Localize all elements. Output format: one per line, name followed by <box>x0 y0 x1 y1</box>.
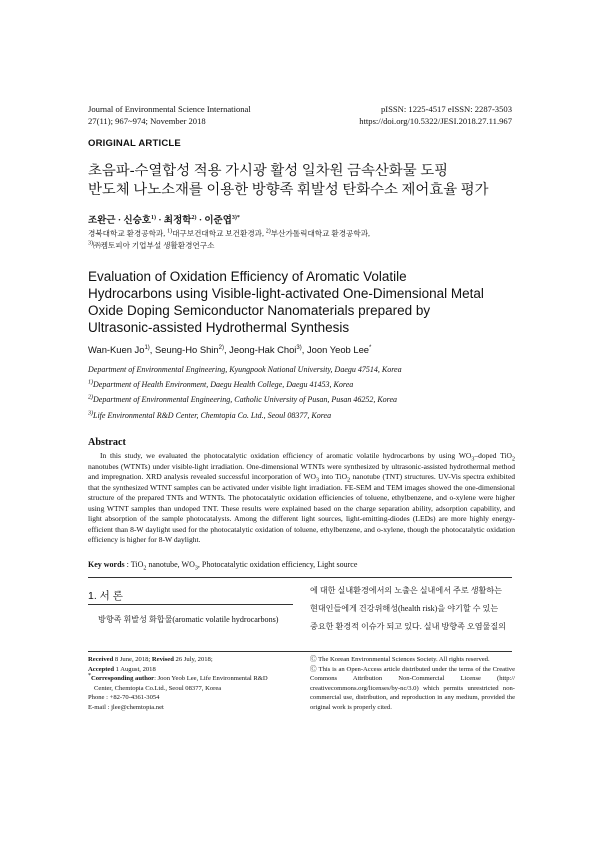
english-title-line: Hydrocarbons using Visible-light-activated One-Dimensional Metal <box>88 286 484 301</box>
author: Seung-Ho Shin <box>155 344 219 355</box>
author: 신승호 <box>123 216 151 226</box>
author: Wan-Kuen Jo <box>88 344 145 355</box>
korean-title-line: 반도체 나노소재를 이용한 방향족 휘발성 탄화수소 제어효율 평가 <box>88 182 489 198</box>
corresponding-label: Corresponding author <box>91 675 155 683</box>
received-label: Received <box>88 656 114 663</box>
author: Jeong-Hak Choi <box>229 344 297 355</box>
email-link[interactable]: E-mail : jlee@chemtopia.net <box>88 703 164 711</box>
affiliation: 대구보건대학교 보건환경과, <box>172 229 266 238</box>
author: Joon Yeob Lee <box>306 344 370 355</box>
aff-sup: 1) <box>167 228 173 235</box>
journal-header <box>88 104 251 127</box>
english-title <box>88 268 518 336</box>
aff-sup: 2) <box>265 228 271 235</box>
corresponding-text: : Joon Yeob Lee, Life Environmental R&D <box>154 675 268 683</box>
keywords-text: , Photocatalytic oxidation efficiency, Light source <box>197 560 358 569</box>
keywords-label: Key words <box>88 560 125 569</box>
affiliation: Department of Environmental Engineering, Kyungpook National University, Daegu 47514, Korea <box>88 365 402 374</box>
section-heading-rule <box>88 604 293 605</box>
body-line: 현대인들에게 건강위해성(health risk)을 야기할 수 있는 <box>310 604 499 614</box>
section-heading: 1. 서 론 <box>88 590 123 602</box>
issn-header <box>359 104 512 127</box>
author-sup: 2) <box>218 344 224 351</box>
revised-label: Revised <box>151 656 174 663</box>
keywords-text: nanotube, WO <box>146 560 195 569</box>
english-title-line: Evaluation of Oxidation Efficiency of Aromatic Volatile <box>88 269 407 284</box>
abstract-text: nanotube (TNT) structures. UV-Vis spectra exhibited that the synthesized WTNT samples can be activated under visible light irradiation. FE-SEM and TEM images showed the one-dimensional structure of the prepared TNTs and WTNTs. The photocatalytic oxidation efficiencies of toluene, ethylbenzene, and o-xylene were higher using WTNT samples than undoped TNT. These results were explained based on the charge separation ability, adsorption capability, and light absorption of the sample photocatalysts. Among the different light sources, light-emitting-diodes (LEDs) are more highly energy-efficient than 8-W daylight used for the photocatalytic oxidation of toluene, ethylbenzene, and o-xylene, though the photocatalytic oxidation efficiency is higher for 8-W daylight. <box>88 472 515 545</box>
english-affiliations <box>88 362 402 423</box>
received-date: 8 June, 2018; <box>113 656 152 663</box>
affiliation: Department of Environmental Engineering, Catholic University of Pusan, Pusan 46252, Korea <box>93 395 398 405</box>
subscript: 2 <box>347 477 351 484</box>
abstract-text: into TiO <box>318 472 348 482</box>
body-line: 중요한 환경적 이슈가 되고 있다. 실내 방향족 오염물질의 <box>310 622 507 632</box>
korean-authors: 조완근 · 신승호$^{1)}$ · 최정학$^{2)}$ · 이준엽$^{3)*}$ <box>88 214 240 226</box>
accepted-date: 1 August, 2018 <box>114 665 156 673</box>
body-right-column <box>310 582 515 637</box>
asterisk: * <box>88 673 91 679</box>
body-left-column: 방향족 휘발성 화합물(aromatic volatile hydrocarbons) <box>98 615 279 624</box>
footnote-divider <box>88 651 512 652</box>
corresponding-address: Center, Chemtopia Co.Ltd., Seoul 08377, Korea <box>94 684 222 692</box>
keywords <box>88 560 518 572</box>
issn: pISSN: 1225-4517 eISSN: 2287-3503 <box>380 104 512 114</box>
affiliation-line <box>88 377 402 392</box>
section-divider <box>88 577 512 578</box>
aff-sup: 3) <box>88 240 93 247</box>
subscript: 3 <box>194 565 198 572</box>
author-sup: 2) <box>191 214 197 221</box>
keywords-text: : TiO <box>124 560 144 569</box>
abstract-heading: Abstract <box>88 437 126 448</box>
subscript: 2 <box>512 456 515 463</box>
english-title-line: Oxide Doping Semiconductor Nanomaterials prepared by <box>88 303 431 318</box>
affiliation: Life Environmental R&D Center, Chemtopia Co. Ltd., Seoul 08377, Korea <box>93 410 332 420</box>
abstract-text: In this study, we evaluated the photocatalytic oxidation efficiency of aromatic volatile hydrocarbons by using WO <box>100 451 472 460</box>
revised-date: 26 July, 2018; <box>173 656 213 663</box>
accepted-label: Accepted <box>88 665 114 673</box>
affiliation: 부산가톨릭대학교 환경공학과, <box>270 229 370 238</box>
aff-sup: 2) <box>88 394 93 401</box>
phone: Phone : +82-70-4361-3054 <box>88 694 160 702</box>
author: 이준엽 <box>204 216 232 226</box>
aff-sup: 1) <box>88 379 93 386</box>
english-title-line: Ultrasonic-assisted Hydrothermal Synthesis <box>88 320 350 335</box>
abstract-text: –doped TiO <box>474 451 512 460</box>
affiliation-line <box>88 392 402 407</box>
subscript: 2 <box>143 565 147 572</box>
aff-sup: 3) <box>88 409 93 416</box>
korean-title <box>88 162 518 200</box>
copyright-text: Ⓒ The Korean Environmental Sciences Society. All rights reserved. <box>310 656 490 663</box>
license-text: Ⓒ This is an Open-Access article distributed under the terms of the Creative Commons Attribution Non-Commercial License (http:// creativecommons.org/licenses/by-nc/3.0) which permits unrestricted non-commercial use, distribution, and reproduction in any medium, provided the original work is properly cited. <box>310 665 515 711</box>
doi-link[interactable]: https://doi.org/10.5322/JESI.2018.27.11.967 <box>359 115 512 126</box>
author: 조완근 <box>88 216 116 226</box>
abstract-text: nanotubes (WTNTs) under visible-light irradiation. One-dimensional WTNTs were synthesized by ultrasonic-assisted hydrothermal method and impregnation. XRD analysis revealed successful incorporation of WO <box>88 461 515 482</box>
author-sup: * <box>369 344 372 351</box>
subscript: 3 <box>471 456 475 463</box>
footnote-dates <box>88 655 293 713</box>
author-sup: 3) <box>296 344 302 351</box>
affiliation: Department of Health Environment, Daegu Health College, Daegu 41453, Korea <box>93 380 354 390</box>
journal-name: Journal of Environmental Science International <box>88 104 251 114</box>
korean-affiliations <box>88 228 370 252</box>
footnote-copyright <box>310 655 515 713</box>
abstract-body <box>88 451 515 546</box>
author-sup: 1) <box>150 214 156 221</box>
affiliation-line <box>88 408 402 423</box>
english-authors: Wan-Kuen Jo$^{1)}$, Seung-Ho Shin$^{2)}$, Jeong-Hak Choi$^{3)}$, Joon Yeob Lee* <box>88 344 372 355</box>
korean-title-line: 초음파-수열합성 적용 가시광 활성 일차원 금속산화물 도핑 <box>88 163 449 179</box>
affiliation-line <box>88 362 402 377</box>
affiliation: 경북대학교 환경공학과, <box>88 229 168 238</box>
subscript: 3 <box>315 477 319 484</box>
body-line: 에 대한 실내환경에서의 노출은 실내에서 주로 생활하는 <box>310 586 502 595</box>
author-sup: 3)* <box>231 214 240 221</box>
article-type: ORIGINAL ARTICLE <box>88 138 181 149</box>
volume-info: 27(11); 967~974; November 2018 <box>88 115 206 126</box>
affiliation: ㈜켐토피아 기업부설 생활환경연구소 <box>93 241 215 251</box>
author: 최정학 <box>163 216 192 226</box>
author-sup: 1) <box>144 344 150 351</box>
